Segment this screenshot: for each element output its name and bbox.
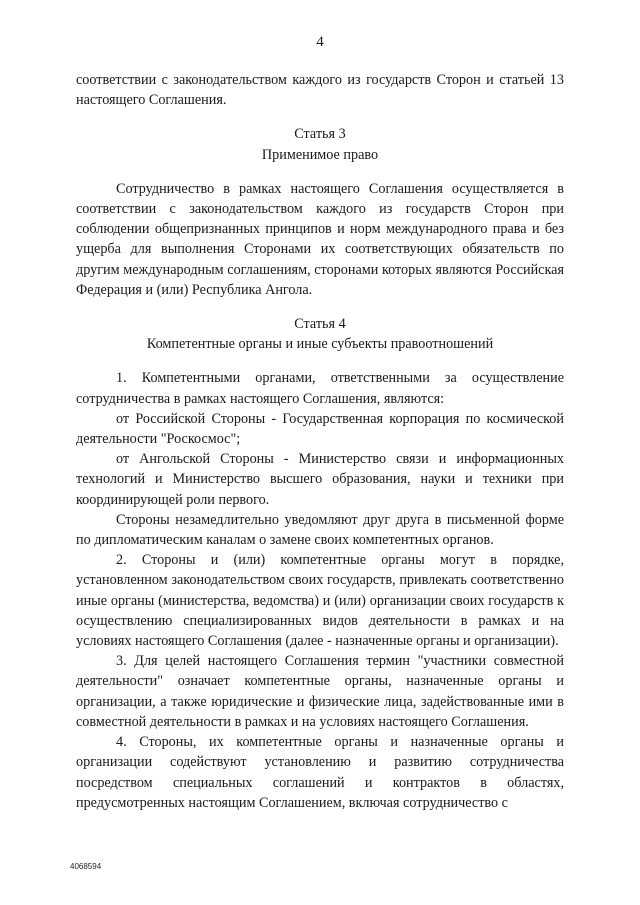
article-4-clause-3: 3. Для целей настоящего Соглашения термин "участники совместной деятельности" означает компетентные органы, назначенные органы и организации, а также юридические и физические лица, задействованные ими в совместной деятельности в рамках и на условиях настоящего Соглашения.: [76, 653, 564, 730]
article-4-notification: Стороны незамедлительно уведомляют друг друга в письменной форме по дипломатическим каналам о замене своих компетентных органов.: [76, 511, 564, 549]
spacer: [76, 354, 564, 368]
article-3-number: Статья 3: [294, 126, 346, 143]
spacer: [76, 110, 564, 124]
article-4-clause-1: 1. Компетентными органами, ответственными за осуществление сотрудничества в рамках настоящего Соглашения, являются:: [76, 370, 564, 407]
article-4-clause-4: 4. Стороны, их компетентные органы и назначенные органы и организации содействуют установлению и развитию сотрудничества посредством специальных соглашений и контрактов в областях, предусмотренных настоящим Соглашением, включая сотрудничество с: [76, 734, 564, 811]
article-4-russian-side: от Российской Стороны - Государственная корпорация по космической деятельности "Роскосмос";: [76, 410, 564, 448]
article-3-heading: Применимое право: [261, 146, 379, 163]
spacer: [76, 165, 564, 179]
article-3-paragraph: Сотрудничество в рамках настоящего Соглашения осуществляется в соответствии с законодательством каждого из государств Сторон при соблюдении общепризнанных принципов и норм международного права и без ущерба для выполнения Сторонами их соответствующих обязательств по другим международным соглашениям, сторонами которых являются Российская Федерация и (или) Республика Ангола.: [76, 180, 564, 298]
spacer: [76, 300, 564, 314]
article-4-clause-2: 2. Стороны и (или) компетентные органы могут в порядке, установленном законодательством своих государств, привлекать соответственно иные органы (министерства, ведомства) и (или) организации своих государств к осуществлению специализированных видов деятельности в рамках и на условиях настоящего Соглашения (далее - назначенные органы и организации).: [76, 552, 564, 650]
paragraph-continuation: соответствии с законодательством каждого из государств Сторон и статьей 13 настоящего Соглашения.: [76, 72, 564, 109]
article-4-angolan-side: от Ангольской Стороны - Министерство связи и информационных технологий и Министерство высшего образования, науки и техники при координирующей роли первого.: [76, 451, 564, 508]
page-number: 4: [316, 34, 324, 50]
document-body: [76, 70, 564, 813]
article-4-heading: Компетентные органы и иные субъекты правоотношений: [146, 336, 494, 353]
document-code: 4068594: [70, 862, 102, 871]
article-4-number: Статья 4: [294, 316, 346, 333]
